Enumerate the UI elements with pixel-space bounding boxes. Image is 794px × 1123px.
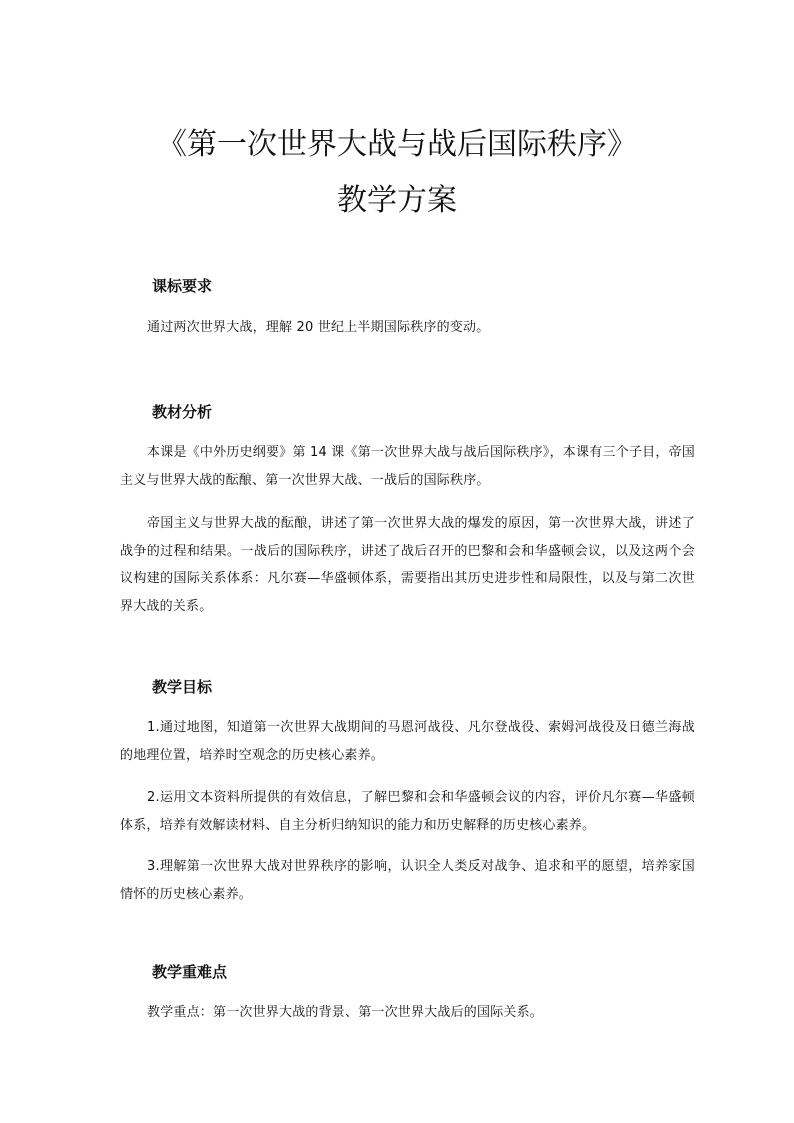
section-heading-curriculum: 课标要求 <box>152 277 213 295</box>
paragraph-keypoints: 教学重点：第一次世界大战的背景、第一次世界大战后的国际关系。 <box>147 1005 544 1020</box>
paragraph-objective-3: 3.理解第一次世界大战对世界秩序的影响，认识全人类反对战争、追求和平的愿望，培养家国情怀的历史核心素养。 <box>120 859 695 902</box>
section-heading-objectives: 教学目标 <box>152 678 213 696</box>
paragraph-analysis-2: 帝国主义与世界大战的酝酿，讲述了第一次世界大战的爆发的原因，第一次世界大战，讲述了战争的过程和结果。一战后的国际秩序，讲述了战后召开的巴黎和会和华盛顿会议，以及这两个会议构建的国际关系体系：凡尔赛—华盛顿体系，需要指出其历史进步性和局限性，以及与第二次世界大战的关系。 <box>120 516 695 614</box>
paragraph-objective-2: 2.运用文本资料所提供的有效信息，了解巴黎和会和华盛顿会议的内容，评价凡尔赛—华盛顿体系，培养有效解读材料、自主分析归纳知识的能力和历史解释的历史核心素养。 <box>120 790 695 833</box>
document-subtitle: 教学方案 <box>337 183 457 218</box>
paragraph-objective-1: 1.通过地图，知道第一次世界大战期间的马恩河战役、凡尔登战役、索姆河战役及日德兰海战的地理位置，培养时空观念的历史核心素养。 <box>120 720 695 763</box>
paragraph-curriculum: 通过两次世界大战，理解 20 世纪上半期国际秩序的变动。 <box>147 320 490 335</box>
section-heading-keypoints: 教学重难点 <box>152 963 228 981</box>
paragraph-analysis-1: 本课是《中外历史纲要》第 14 课《第一次世界大战与战后国际秩序》，本课有三个子目，帝国主义与世界大战的酝酿、第一次世界大战、一战后的国际秩序。 <box>120 445 695 488</box>
document-title: 《第一次世界大战与战后国际秩序》 <box>157 127 637 162</box>
section-heading-analysis: 教材分析 <box>152 403 213 421</box>
